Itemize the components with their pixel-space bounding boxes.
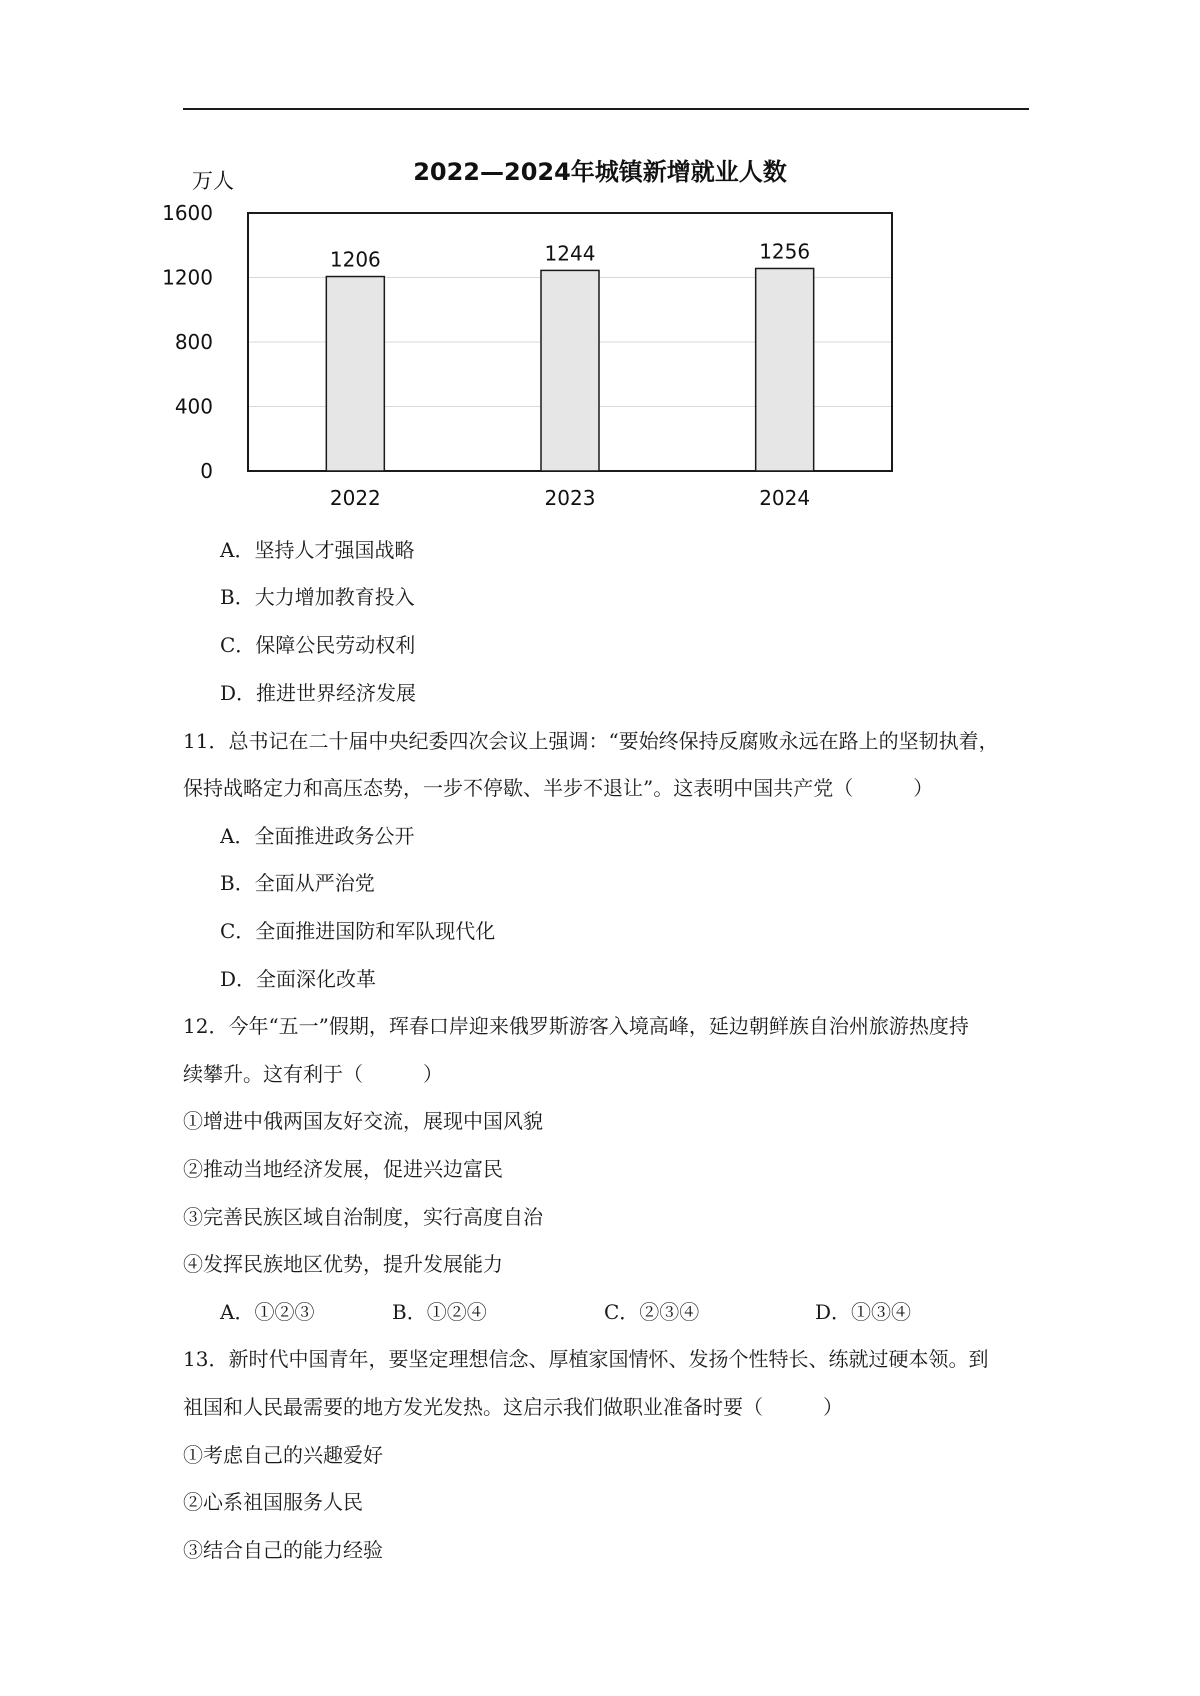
q13-item-3: ③结合自己的能力经验 — [183, 1538, 383, 1562]
q12-option-a[interactable]: A．①②③ — [220, 1300, 315, 1324]
q11-option-a[interactable]: A．全面推进政务公开 — [220, 824, 415, 848]
q11-option-b[interactable]: B．全面从严治党 — [220, 871, 375, 895]
bars — [326, 239, 813, 471]
bar-2024 — [756, 268, 814, 471]
y-axis-unit-label: 万人 — [192, 169, 234, 193]
q12-option-d[interactable]: D．①③④ — [815, 1300, 912, 1324]
q12-option-c[interactable]: C．②③④ — [604, 1300, 700, 1324]
y-tick-label: 0 — [200, 459, 213, 483]
q10-option-c[interactable]: C．保障公民劳动权利 — [220, 633, 416, 657]
q13-item-2: ②心系祖国服务人民 — [183, 1490, 363, 1514]
bar-2022 — [326, 277, 384, 471]
q12-item-2: ②推动当地经济发展，促进兴边富民 — [183, 1157, 503, 1181]
q12-option-b[interactable]: B．①②④ — [392, 1300, 487, 1324]
q11-stem-line1: 11．总书记在二十届中央纪委四次会议上强调：“要始终保持反腐败永远在路上的坚韧执着， — [183, 729, 999, 753]
data-label-2023: 1244 — [544, 241, 596, 266]
y-tick-label: 1600 — [162, 201, 213, 225]
q10-option-b[interactable]: B．大力增加教育投入 — [220, 585, 415, 609]
employment-bar-chart — [160, 140, 920, 520]
y-tick-label: 400 — [174, 394, 213, 419]
q11-stem-line2: 保持战略定力和高压态势，一步不停歇、半步不退让”。这表明中国共产党（ ） — [183, 776, 934, 800]
data-label-2022: 1206 — [329, 247, 381, 272]
q12-stem-line2: 续攀升。这有利于（ ） — [183, 1062, 443, 1086]
x-tick-label-2023: 2023 — [544, 486, 596, 510]
chart-title: 2022—2024年城镇新增就业人数 — [413, 158, 787, 186]
header-rule — [183, 108, 1029, 110]
q12-item-4: ④发挥民族地区优势，提升发展能力 — [183, 1252, 503, 1276]
q12-stem-line1: 12．今年“五一”假期，珲春口岸迎来俄罗斯游客入境高峰，延边朝鲜族自治州旅游热度持 — [183, 1014, 969, 1038]
q11-option-d[interactable]: D．全面深化改革 — [220, 967, 377, 991]
x-tick-label-2024: 2024 — [759, 486, 811, 510]
q11-option-c[interactable]: C．全面推进国防和军队现代化 — [220, 919, 496, 943]
y-tick-label: 800 — [174, 330, 213, 354]
q12-item-1: ①增进中俄两国友好交流，展现中国风貌 — [183, 1109, 543, 1133]
x-axis-ticks — [330, 486, 810, 510]
y-axis-ticks — [162, 201, 213, 483]
q10-option-a[interactable]: A．坚持人才强国战略 — [220, 538, 415, 562]
q13-stem-line1: 13．新时代中国青年，要坚定理想信念、厚植家国情怀、发扬个性特长、练就过硬本领。到 — [183, 1347, 989, 1371]
q10-option-d[interactable]: D．推进世界经济发展 — [220, 681, 417, 705]
q12-item-3: ③完善民族区域自治制度，实行高度自治 — [183, 1205, 543, 1229]
x-tick-label-2022: 2022 — [329, 486, 381, 510]
q13-item-1: ①考虑自己的兴趣爱好 — [183, 1443, 383, 1467]
y-tick-label: 1200 — [162, 265, 213, 290]
q13-stem-line2: 祖国和人民最需要的地方发光发热。这启示我们做职业准备时要（ ） — [183, 1395, 843, 1419]
bar-2023 — [541, 270, 599, 471]
data-label-2024: 1256 — [759, 239, 811, 264]
